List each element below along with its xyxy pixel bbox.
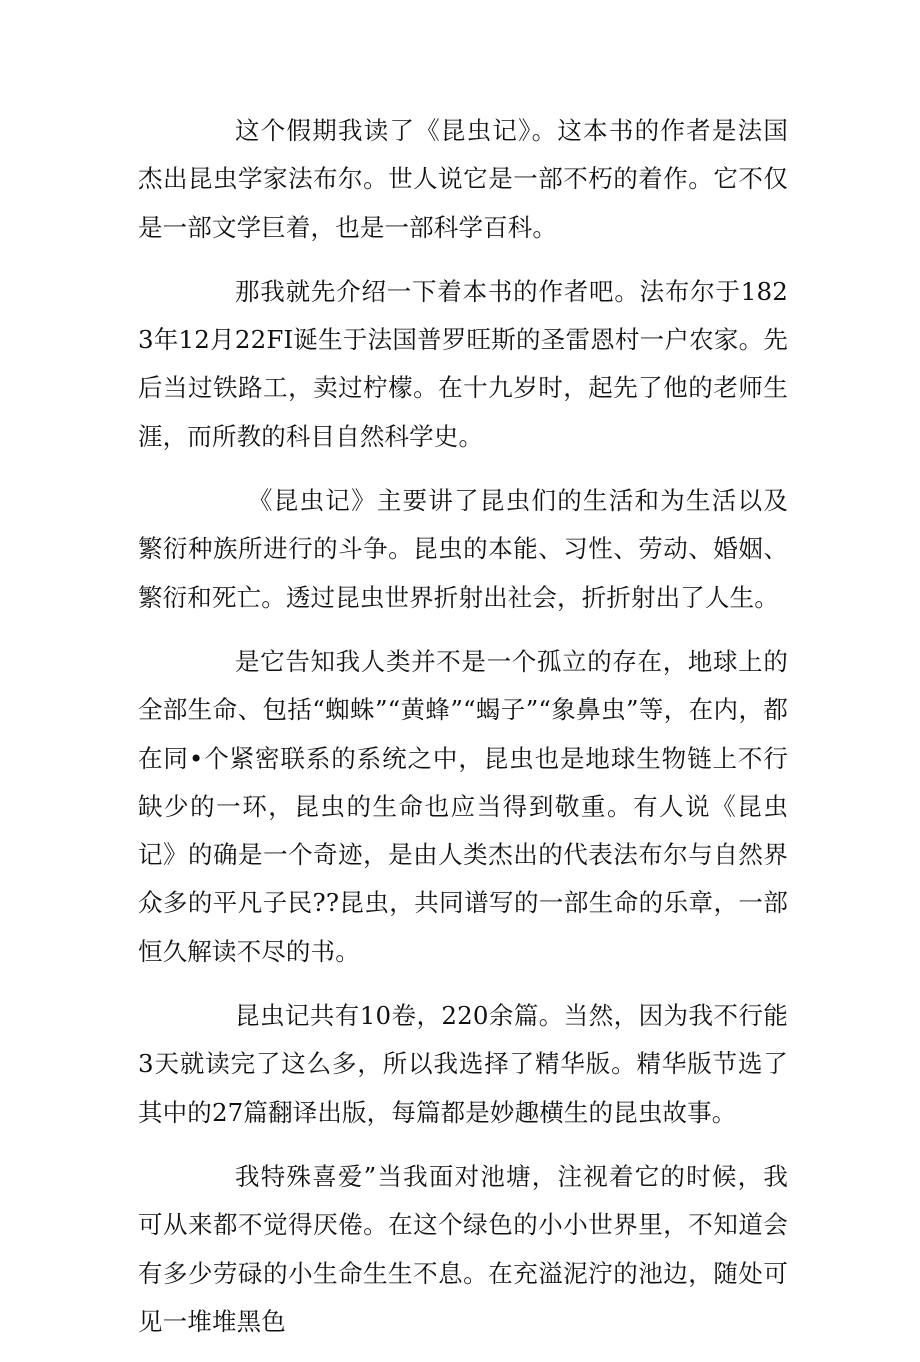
paragraph-4: 是它告知我人类并不是一个孤立的存在，地球上的全部生命、包括“蜘蛛”“黄蜂”“蝎子”“象鼻虫”等，在内，都在同•个紧密联系的系统之中，昆虫也是地球生物链上不行缺少的一环，昆虫的生命也应当得到敬重。有人说《昆虫记》的确是一个奇迹，是由人类杰出的代表法布尔与自然界众多的平凡子民??昆虫，共同谱写的一部生命的乐章，一部恒久解读不尽的书。 (138, 646, 788, 966)
paragraph-5: 昆虫记共有10卷，220余篇。当然，因为我不行能3天就读完了这么多，所以我选择了精华版。精华版节选了其中的27篇翻译出版，每篇都是妙趣横生的昆虫故事。 (138, 1001, 788, 1127)
paragraph-6: 我特殊喜爱”当我面对池塘，注视着它的时候，我可从来都不觉得厌倦。在这个绿色的小小世界里，不知道会有多少劳碌的小生命生生不息。在充溢泥泞的池边，随处可见一堆堆黑色 (138, 1161, 788, 1336)
paragraph-3: 《昆虫记》主要讲了昆虫们的生活和为生活以及繁衍种族所进行的斗争。昆虫的本能、习性、劳动、婚姻、繁衍和死亡。透过昆虫世界折射出社会，折折射出了人生。 (138, 486, 788, 612)
paragraph-1: 这个假期我读了《昆虫记》。这本书的作者是法国杰出昆虫学家法布尔。世人说它是一部不朽的着作。它不仅是一部文学巨着，也是一部科学百科。 (138, 116, 788, 242)
paragraph-2: 那我就先介绍一下着本书的作者吧。法布尔于1823年12月22FI诞生于法国普罗旺斯的圣雷恩村一户农家。先后当过铁路工，卖过柠檬。在十九岁时，起先了他的老师生涯，而所教的科目自然科学史。 (138, 276, 788, 451)
document-body (138, 107, 788, 1362)
